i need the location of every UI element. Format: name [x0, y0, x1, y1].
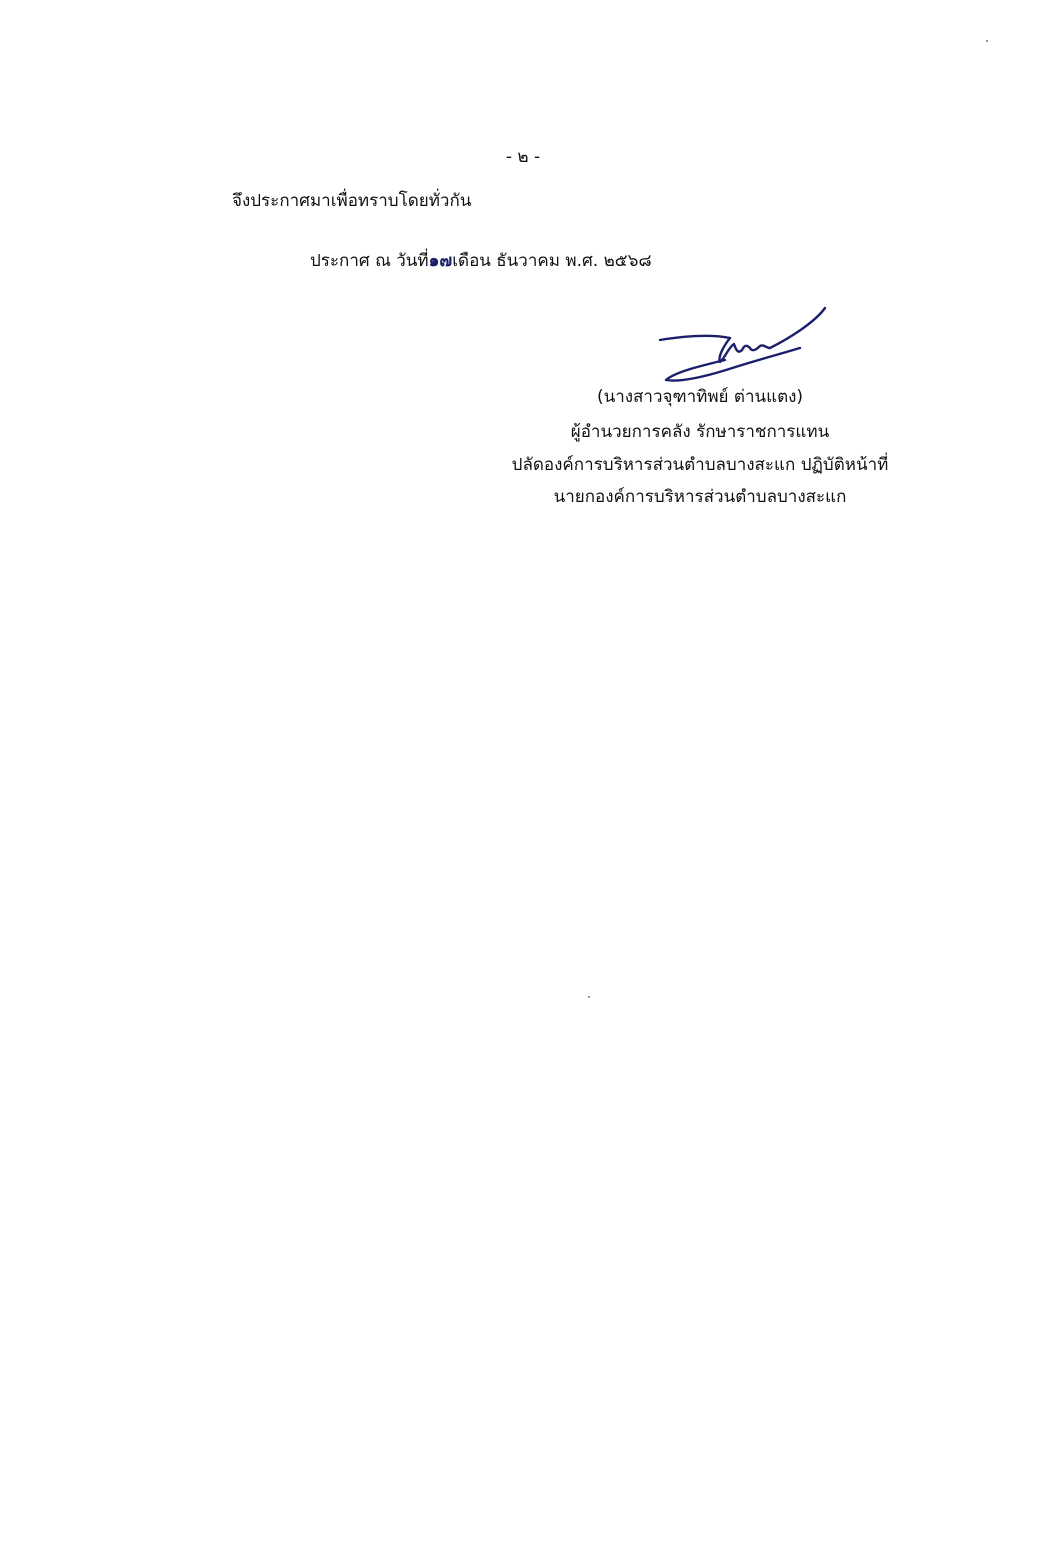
date-prefix: ประกาศ ณ วันที่ — [310, 251, 429, 271]
scan-speck — [986, 40, 988, 42]
page-number: - ๒ - — [505, 147, 541, 167]
announcement-date — [310, 250, 652, 272]
handwritten-signature — [630, 298, 840, 390]
date-suffix: เดือน ธันวาคม พ.ศ. ๒๕๖๘ — [452, 251, 652, 271]
signatory-position-1: ผู้อำนวยการคลัง รักษาราชการแทน — [570, 422, 830, 442]
date-day-handwritten: ๑๗ — [428, 251, 453, 271]
signatory-position-3: นายกองค์การบริหารส่วนตำบลบางสะแก — [553, 487, 847, 507]
signatory-position-2: ปลัดองค์การบริหารส่วนตำบลบางสะแก ปฏิบัติหน้าที่ — [511, 455, 889, 475]
scan-speck — [588, 996, 590, 998]
closing-statement: จึงประกาศมาเพื่อทราบโดยทั่วกัน — [232, 191, 472, 211]
signatory-name: (นางสาวจุฑาทิพย์ ต่านแตง) — [596, 387, 804, 407]
